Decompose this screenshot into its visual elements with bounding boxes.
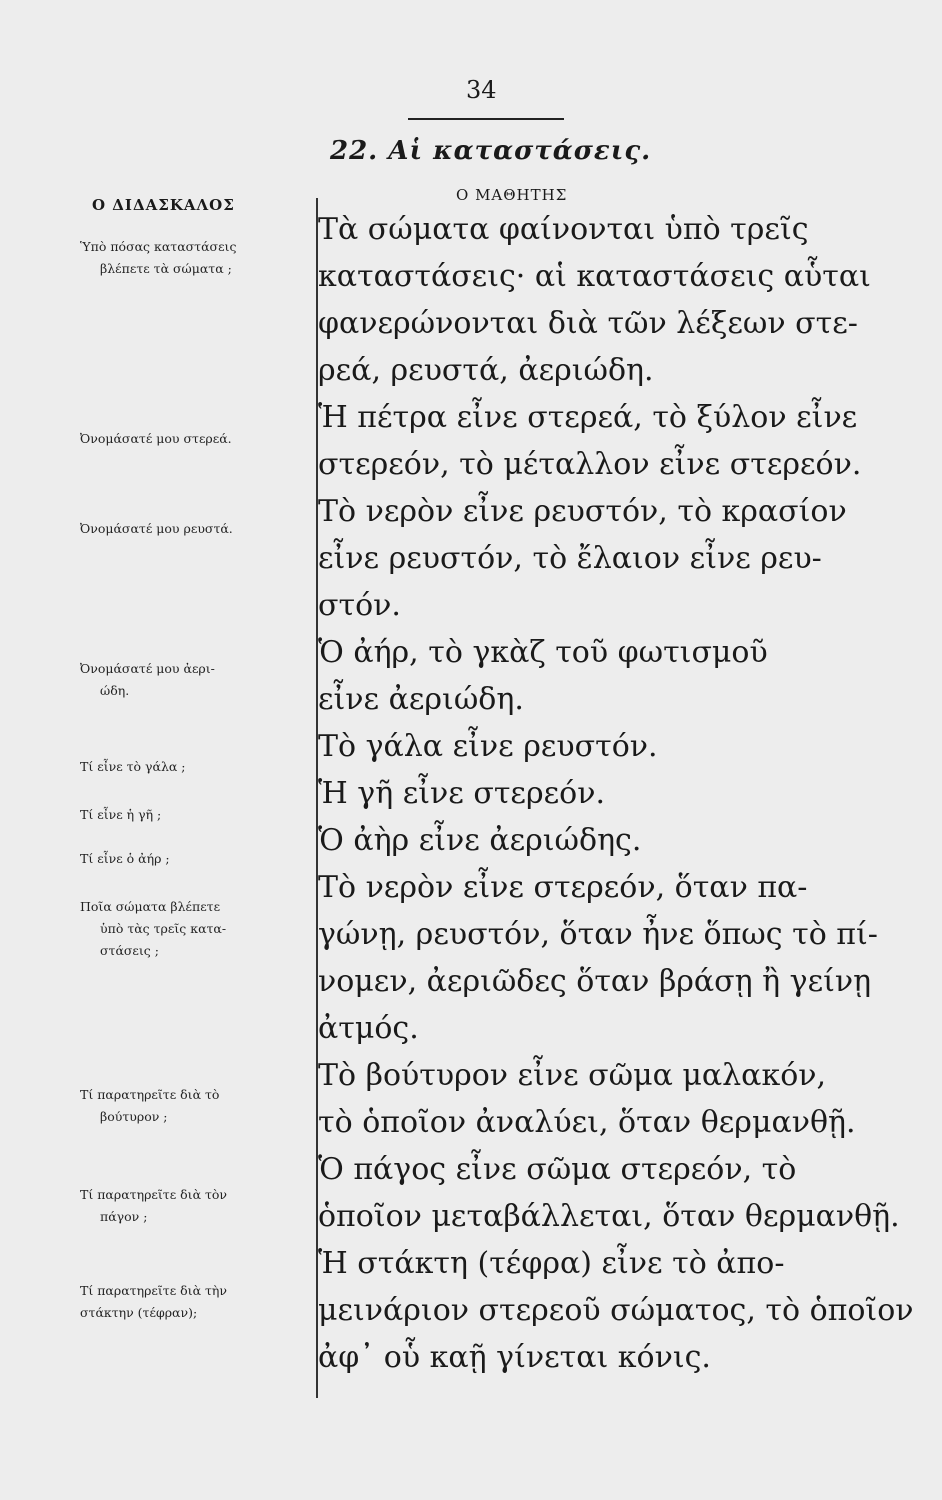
answer-line: Ἡ πέτρα εἶνε στερεά, τὸ ξύλον εἶνε — [318, 400, 858, 435]
question-1 — [80, 236, 236, 280]
answer-line: Ὁ πάγος εἶνε σῶμα στερεόν, τὸ — [318, 1152, 797, 1187]
question-line: βούτυρον ; — [100, 1109, 168, 1124]
question-8 — [80, 896, 226, 962]
answer-line: ἀτμός. — [318, 1011, 419, 1046]
question-2 — [80, 428, 232, 450]
answer-line: ὁποῖον μεταβάλλεται, ὅταν θερμανθῇ. — [318, 1199, 900, 1234]
answer-line: εἶνε ρευστόν, τὸ ἔλαιον εἶνε ρευ- — [318, 541, 822, 576]
question-line: πάγον ; — [100, 1209, 148, 1224]
question-line: στάσεις ; — [100, 943, 159, 958]
answer-line: γώνῃ, ρευστόν, ὅταν ἦνε ὅπως τὸ πί- — [318, 917, 878, 952]
answer-line: Ὁ ἀήρ, τὸ γκὰζ τοῦ φωτισμοῦ — [318, 635, 768, 670]
student-heading: Ο ΜΑΘΗΤΗΣ — [456, 186, 568, 204]
question-line: Τί παρατηρεῖτε διὰ τὸ — [80, 1087, 220, 1102]
question-line: Τί εἶνε τὸ γάλα ; — [80, 759, 186, 774]
question-11 — [80, 1280, 227, 1324]
question-line: Ὑπὸ πόσας καταστάσεις — [80, 239, 237, 254]
question-3 — [80, 518, 233, 540]
question-9 — [80, 1084, 219, 1128]
answer-line: φανερώνονται διὰ τῶν λέξεων στε- — [318, 306, 858, 341]
question-4 — [80, 658, 215, 702]
answer-line: Τὸ γάλα εἶνε ρευστόν. — [318, 729, 658, 764]
answer-line: Τὰ σώματα φαίνονται ὑπὸ τρεῖς — [318, 212, 809, 247]
question-line: βλέπετε τὰ σώματα ; — [100, 261, 232, 276]
question-7 — [80, 848, 170, 870]
answer-line: Τὸ βούτυρον εἶνε σῶμα μαλακόν, — [318, 1058, 827, 1093]
question-line: Ὀνομάσατέ μου ρευστά. — [80, 521, 233, 536]
section-title: 22. Αἱ καταστάσεις. — [330, 136, 652, 166]
question-line: Ὀνομάσατέ μου ἀερι- — [80, 661, 215, 676]
question-line: Τί παρατηρεῖτε διὰ τὸν — [80, 1187, 228, 1202]
question-line: ώδη. — [100, 683, 130, 698]
question-line: ὑπὸ τὰς τρεῖς κατα- — [100, 921, 227, 936]
answer-line: ρεά, ρευστά, ἀεριώδη. — [318, 353, 654, 388]
answer-line: στόν. — [318, 588, 401, 623]
question-line: Ὀνομάσατέ μου στερεά. — [80, 431, 232, 446]
question-10 — [80, 1184, 227, 1228]
answer-line: Ἡ γῆ εἶνε στερεόν. — [318, 776, 605, 811]
question-line: Τί παρατηρεῖτε διὰ τὴν — [80, 1283, 227, 1298]
answer-line: καταστάσεις· αἱ καταστάσεις αὗται — [318, 259, 871, 294]
answer-line: Τὸ νερὸν εἶνε στερεόν, ὅταν πα- — [318, 870, 808, 905]
header-rule — [408, 118, 564, 120]
answer-line: τὸ ὁποῖον ἀναλύει, ὅταν θερμανθῇ. — [318, 1105, 856, 1140]
question-5 — [80, 756, 186, 778]
question-6 — [80, 804, 161, 826]
answer-line: στερεόν, τὸ μέταλλον εἶνε στερεόν. — [318, 447, 862, 482]
teacher-heading: Ο ΔΙΔΑΣΚΑΛΟΣ — [92, 196, 235, 214]
page-number: 34 — [466, 76, 497, 104]
answer-line: μεινάριον στερεοῦ σώματος, τὸ ὁποῖον — [318, 1293, 914, 1328]
answer-line: Ἡ στάκτη (τέφρα) εἶνε τὸ ἀπο- — [318, 1246, 785, 1281]
answer-line: νομεν, ἀεριῶδες ὅταν βράσῃ ἢ γείνῃ — [318, 964, 872, 999]
answer-line: εἶνε ἀεριώδη. — [318, 682, 524, 717]
answer-text — [318, 206, 922, 1381]
question-line: στάκτην (τέφραν); — [80, 1305, 198, 1320]
question-line: Τί εἶνε ὁ ἀήρ ; — [80, 851, 170, 866]
answer-line: ἀφ᾽ οὗ καῇ γίνεται κόνις. — [318, 1340, 711, 1375]
answer-line: Τὸ νερὸν εἶνε ρευστόν, τὸ κρασίον — [318, 494, 847, 529]
answer-line: Ὁ ἀὴρ εἶνε ἀεριώδης. — [318, 823, 642, 858]
question-line: Τί εἶνε ἡ γῆ ; — [80, 807, 162, 822]
question-line: Ποῖα σώματα βλέπετε — [80, 899, 221, 914]
